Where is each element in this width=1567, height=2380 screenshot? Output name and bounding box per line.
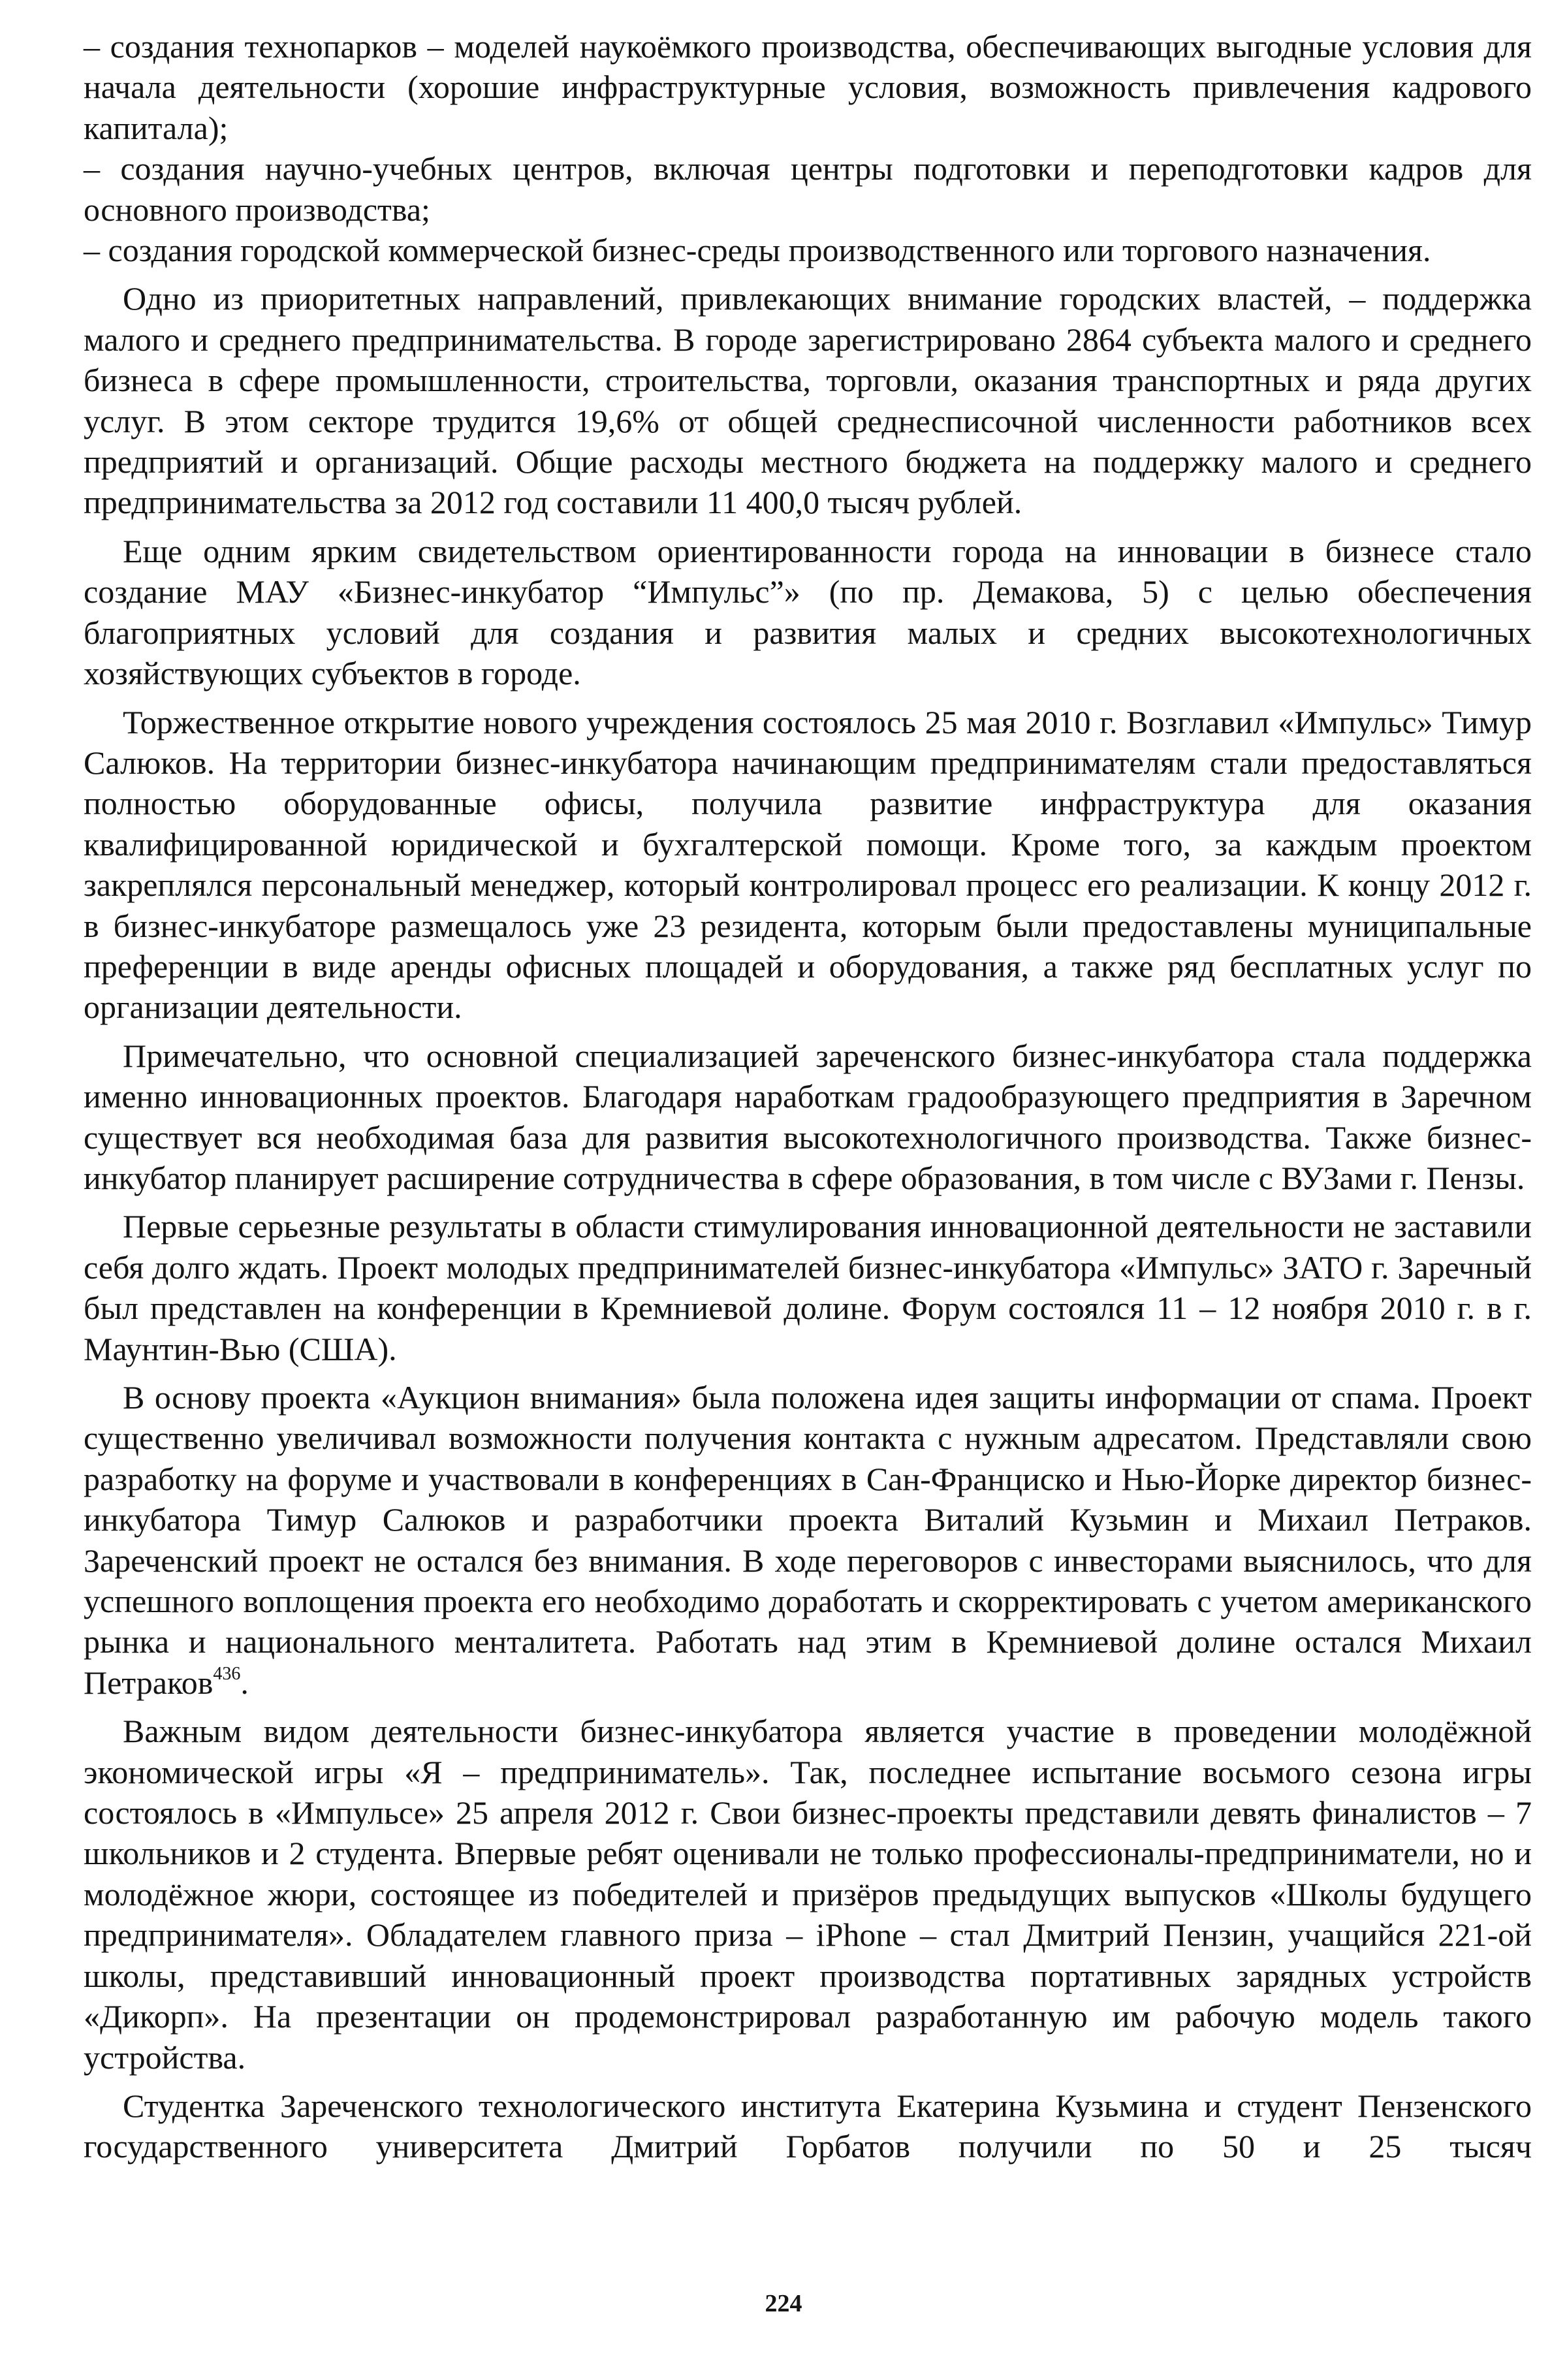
paragraph-innovation-support: Примечательно, что основной специализацией зареченского бизнес-инкубатора стала поддержка именно инновационных проектов. Благодаря наработкам градообразующего предприятия в Заречном существует вся необходимая база для развития высокотехнологичного производства. Также бизнес-инкубатор планирует расширение сотрудничества в сфере образования, в том числе с ВУЗами г. Пензы.: [84, 1037, 1532, 1196]
paragraph-incubator-opening: Торжественное открытие нового учреждения состоялось 25 мая 2010 г. Возглавил «Импульс» Тимур Салюков. На территории бизнес-инкубатора начинающим предпринимателям стали предоставляться полностью оборудованные офисы, получила развитие инфраструктура для оказания квалифицированной юридической и бухгалтерской помощи. Кроме того, за каждым проектом закреплялся персональный менеджер, который контролировал процесс его реализации. К концу 2012 г. в бизнес-инкубаторе размещалось уже 23 резидента, которым были предоставлены муниципальные преференции в виде аренды офисных площадей и оборудования, а также ряд бесплатных услуг по организации деятельности.: [84, 703, 1532, 1026]
paragraph-youth-game: Важным видом деятельности бизнес-инкубатора является участие в проведении молодёжной экономической игры «Я – предприниматель». Так, последнее испытание восьмого сезона игры состоялось в «Импульсе» 25 апреля 2012 г. Свои бизнес-проекты представили девять финалистов – 7 школьников и 2 студента. Впервые ребят оценивали не только профессионалы-предприниматели, но и молодёжное жюри, состоящее из победителей и призёров предыдущих выпусков «Школы будущего предпринимателя». Обладателем главного приза – iPhone – стал Дмитрий Пензин, учащийся 221-ой школы, представивший инновационный проект производства портативных зарядных устройств «Дикорп». На презентации он продемонстрировал разработанную им рабочую модель такого устройства.: [84, 1713, 1532, 2076]
page-number: 224: [765, 2290, 802, 2317]
paragraph-first-results: Первые серьезные результаты в области стимулирования инновационной деятельности не заставили себя долго ждать. Проект молодых предпринимателей бизнес-инкубатора «Импульс» ЗАТО г. Заречный был представлен на конференции в Кремниевой долине. Форум состоялся 11 – 12 ноября 2010 г. в г. Маунтин-Вью (США).: [84, 1208, 1532, 1367]
paragraph-small-business-support: Одно из приоритетных направлений, привлекающих внимание городских властей, – поддержка малого и среднего предпринимательства. В городе зарегистрировано 2864 субъекта малого и среднего бизнеса в сфере промышленности, строительства, торговли, оказания транспортных и ряда других услуг. В этом секторе трудится 19,6% от общей среднесписочной численности работников всех предприятий и организаций. Общие расходы местного бюджета на поддержку малого и среднего предпринимательства за 2012 год составили 11 400,0 тысяч рублей.: [84, 280, 1532, 521]
paragraph-attention-auction: В основу проекта «Аукцион внимания» была положена идея защиты информации от спама. Проект существенно увеличивал возможности получения контакта с нужным адресатом. Представляли свою разработку на форуме и участвовали в конференциях в Сан-Франциско и Нью-Йорке директор бизнес-инкубатора Тимур Салюков и разработчики проекта Виталий Кузьмин и Михаил Петраков. Зареченский проект не остался без внимания. В ходе переговоров с инвесторами выяснилось, что для успешного воплощения проекта его необходимо доработать и скорректировать с учетом американского рынка и национального менталитета. Работать над этим в Кремниевой долине остался Михаил Петраков$^{436}$.: [84, 1379, 1532, 1701]
list-item-technoparks: – создания технопарков – моделей наукоёмкого производства, обеспечивающих выгодные условия для начала деятельности (хорошие инфраструктурные условия, возможность привлечения кадрового капитала);: [84, 28, 1532, 146]
paragraph-attention-auction-text: В основу проекта «Аукцион внимания» была положена идея защиты информации от спама. Проект существенно увеличивал возможности получения контакта с нужным адресатом. Представляли свою разработку на форуме и участвовали в конференциях в Сан-Франциско и Нью-Йорке директор бизнес-инкубатора Тимур Салюков и разработчики проекта Виталий Кузьмин и Михаил Петраков. Зареченский проект не остался без внимания. В ходе переговоров с инвесторами выяснилось, что для успешного воплощения проекта его необходимо доработать и скорректировать с учетом американского рынка и национального менталитета. Работать над этим в Кремниевой долине остался Михаил Петраков: [84, 1379, 1532, 1701]
paragraph-business-incubator: Еще одним ярким свидетельством ориентированности города на инновации в бизнесе стало создание МАУ «Бизнес-инкубатор “Импульс”» (по пр. Демакова, 5) с целью обеспечения благоприятных условий для создания и развития малых и средних высокотехнологичных хозяйствующих субъектов в городе.: [84, 532, 1532, 692]
footnote-reference[interactable]: 436: [213, 1664, 241, 1685]
document-page: [84, 26, 1532, 2351]
list-item-business-environment: – создания городской коммерческой бизнес-среды производственного или торгового назначения.: [84, 232, 1431, 269]
paragraph-students-awards: Студентка Зареченского технологического института Екатерина Кузьмина и студент Пензенского государственного университета Дмитрий Горбатов получили по 50 и 25 тысяч: [84, 2087, 1532, 2165]
list-item-training-centers: – создания научно-учебных центров, включая центры подготовки и переподготовки кадров для основного производства;: [84, 150, 1532, 228]
